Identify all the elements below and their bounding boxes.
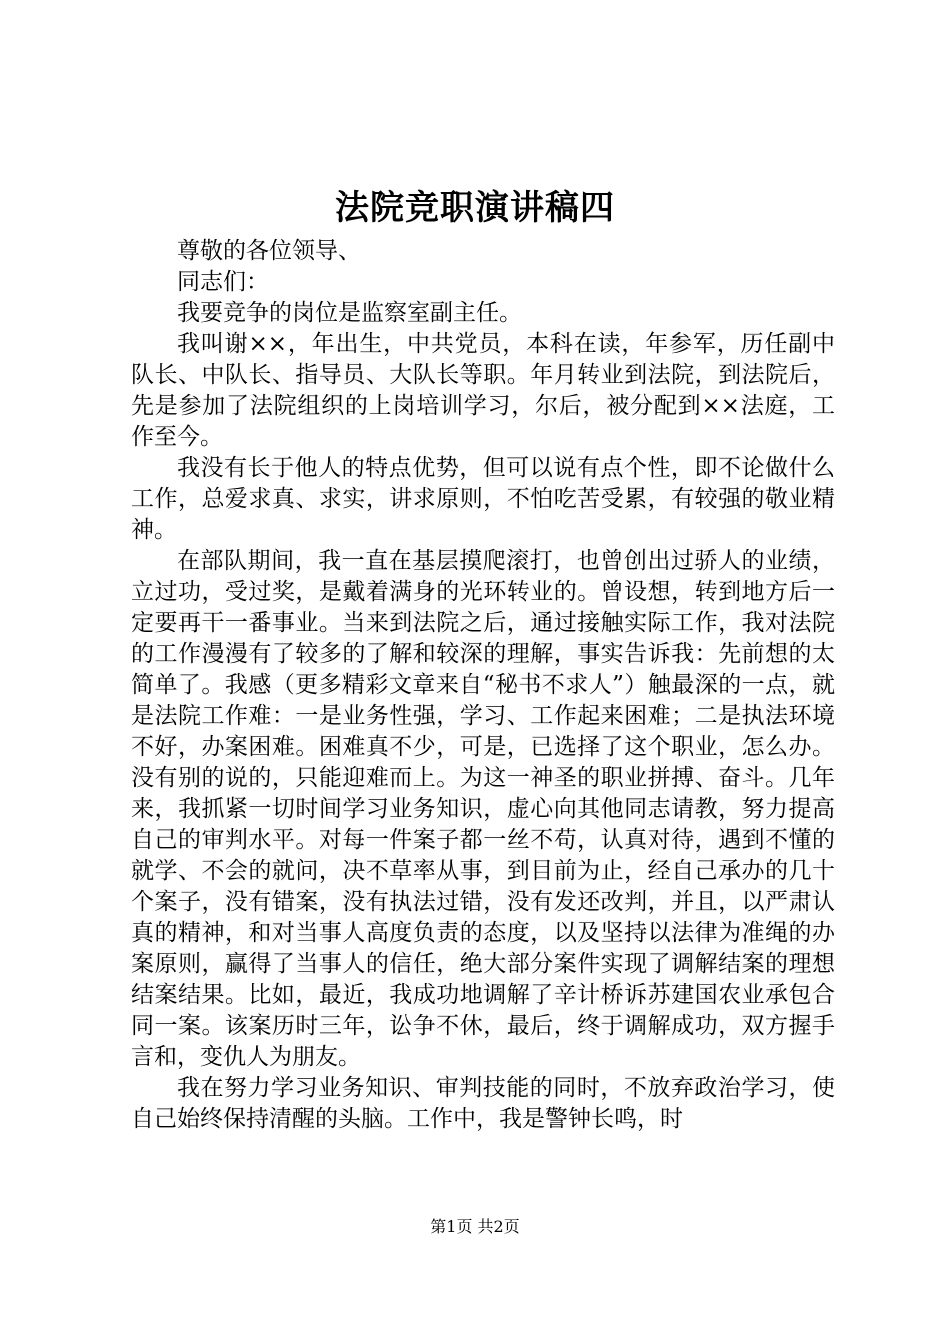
page-number-footer: 第1页 共2页 bbox=[430, 1217, 520, 1236]
body-paragraph: 我要竞争的岗位是监察室副主任。 bbox=[177, 300, 522, 326]
body-paragraph: 在部队期间，我一直在基层摸爬滚打，也曾创出过骄人的业绩，立过功，受过奖，是戴着满身的光环转业的。曾设想，转到地方后一定要再干一番事业。当来到法院之后，通过接触实际工作，我对法院的工作漫漫有了较多的了解和较深的理解，事实告诉我：先前想的太简单了。我感（更多精彩文章来自“秘书不求人”）触最深的一点，就是法院工作难：一是业务性强，学习、工作起来困难；二是执法环境不好，办案困难。困难真不少，可是，已选择了这个职业，怎么办。没有别的说的，只能迎难而上。为这一神圣的职业拼搏、奋斗。几年来，我抓紧一切时间学习业务知识，虚心向其他同志请教，努力提高自己的审判水平。对每一件案子都一丝不苟，认真对待，遇到不懂的就学、不会的就问，决不草率从事，到目前为止，经自己承办的几十个案子，没有错案，没有执法过错，没有发还改判，并且，以严肃认真的精神，和对当事人高度负责的态度，以及坚持以法律为准绳的办案原则，赢得了当事人的信任，绝大部分案件实现了调解结案的理想结案结果。比如，最近，我成功地调解了辛计桥诉苏建国农业承包合同一案。该案历时三年，讼争不休，最后，终于调解成功，双方握手言和，变仇人为朋友。 bbox=[131, 548, 835, 1070]
body-paragraph: 我在努力学习业务知识、审判技能的同时，不放弃政治学习，使自己始终保持清醒的头脑。工作中，我是警钟长鸣，时 bbox=[131, 1075, 835, 1132]
body-paragraph: 我没有长于他人的特点优势，但可以说有点个性，即不论做什么工作，总爱求真、求实，讲求原则，不怕吃苦受累，有较强的敬业精神。 bbox=[131, 455, 835, 543]
document-title: 法院竞职演讲稿四 bbox=[335, 188, 615, 228]
salutation-line-2: 同志们： bbox=[177, 269, 269, 295]
body-paragraph: 我叫谢××，年出生，中共党员，本科在读，年参军，历任副中队长、中队长、指导员、大队长等职。年月转业到法院，到法院后，先是参加了法院组织的上岗培训学习，尔后，被分配到××法庭，工作至今。 bbox=[131, 331, 835, 450]
document-body bbox=[131, 236, 835, 1135]
salutation-line-1: 尊敬的各位领导、 bbox=[177, 238, 361, 264]
